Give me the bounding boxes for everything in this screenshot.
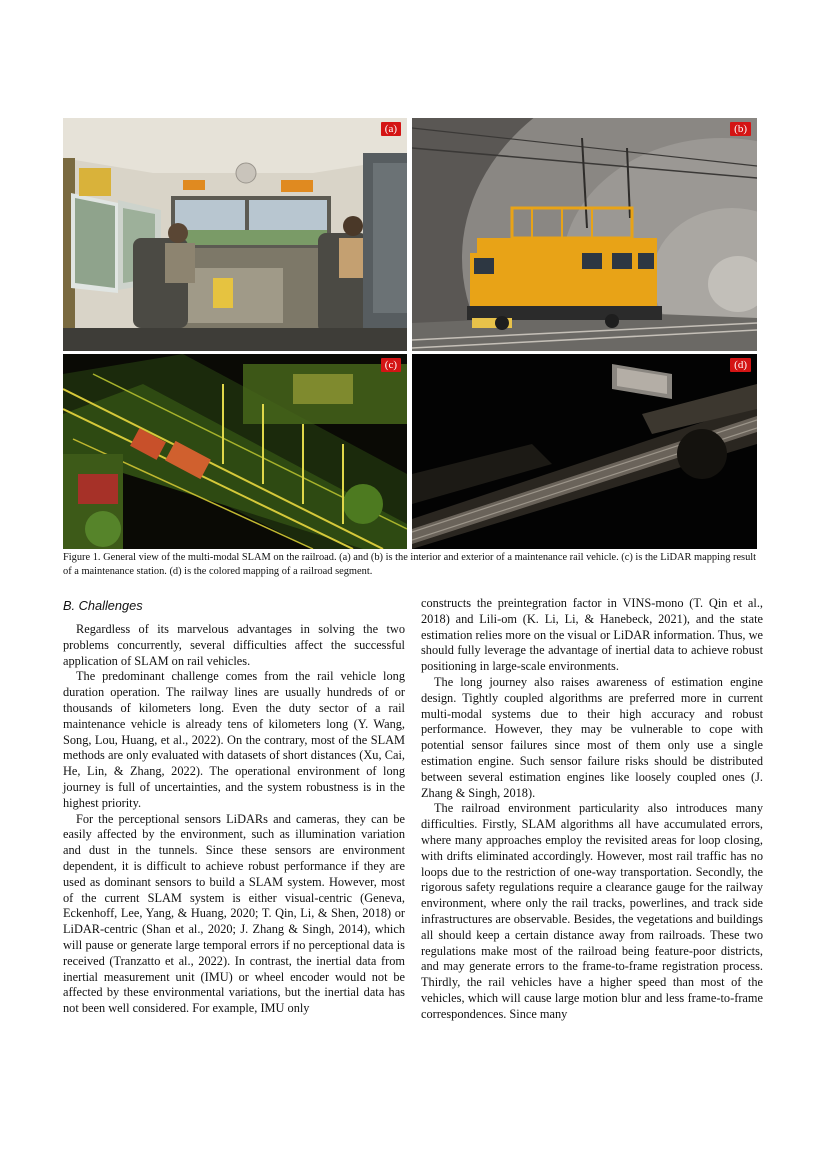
section-title: B. Challenges (63, 598, 143, 613)
figure-caption: Figure 1. General view of the multi-modal SLAM on the railroad. (a) and (b) is the interior and exterior of a maintenance rail vehicle. (c) is the LiDAR mapping result of a maintenance station. (d) is the colored mapping of a railroad segment. (63, 552, 757, 577)
paragraph: Regardless of its marvelous advantages in solving the two problems concurrently, several difficulties affect the successful application of SLAM on rail vehicles. (63, 622, 405, 668)
figure-1 (63, 118, 757, 549)
paragraph: The railroad environment particularity also introduces many difficulties. Firstly, SLAM algorithms all have accumulated errors, where many approaches employ the revisited areas for loop closing, with drifts eliminated accordingly. However, most rail traffic has no loops due to the restriction of one-way transportation. Secondly, the rigorous safety regulations require a clearance gauge for the railway environment, where only the rail tracks, powerlines, and track side infrastructures are observable. Besides, the vegetations and buildings all should keep a certain distance away from railroads. These two regulations make most of the railroad being feature-poor districts, and may generate errors to the frame-to-frame registration process. Thirdly, the rail vehicles have a higher speed than most of the vehicles, which will cause large motion blur and less frame-to-frame correspondences. Since many (421, 801, 763, 1021)
panel-b-label: (b) (730, 122, 751, 136)
vehicle-tunnel-image (412, 118, 757, 351)
panel-a-cab-interior (63, 118, 407, 351)
panel-a-label: (a) (381, 122, 401, 136)
lidar-station-map-image (63, 354, 407, 549)
panel-d-label: (d) (730, 358, 751, 372)
panel-b-vehicle-exterior (412, 118, 757, 351)
paragraph: The long journey also raises awareness of estimation engine design. Tightly coupled algorithms are preferred more in current multi-modal systems due to their high accuracy and robust performance. However, they may be vulnerable to cope with potential sensor failures since most of them only use a single estimation engine. Such sensor failure risks should be distributed between several estimation engines like loosely coupled ones (J. Zhang & Singh, 2018). (421, 674, 763, 800)
colored-railroad-map-image (412, 354, 757, 549)
left-column (63, 598, 405, 1017)
paragraph: For the perceptional sensors LiDARs and cameras, they can be easily affected by the environment, such as illumination variation and dust in the tunnels. Since these sensors are environment dependent, it is difficult to achieve robust performance if they are used as dominant sensors to build a SLAM system. However, most of the current SLAM system is either visual-centric (Geneva, Eckenhoff, Lee, Yang, & Huang, 2020; T. Qin, Li, & Shen, 2018) or LiDAR-centric (Shan et al., 2020; J. Zhang & Singh, 2014), which will pause or generate large temporal errors if no perceptional data is received (Tranzatto et al., 2022). In contrast, the inertial data from inertial measurement unit (IMU) or wheel encoder would not be affected by these environmental variations, but the inertial data has not been well considered. For example, IMU only (63, 811, 405, 1016)
panel-c-lidar-map (63, 354, 407, 549)
panel-d-colored-map (412, 354, 757, 549)
paragraph: The predominant challenge comes from the rail vehicle long duration operation. The railway lines are usually hundreds of or thousands of kilometers long. Even the duty sector of a rail maintenance vehicle is already tens of kilometers long (Y. Wang, Song, Lou, Huang, et al., 2022). On the contrary, most of the SLAM methods are only evaluated with datasets of short distances (Xu, Cai, He, Lin, & Zhang, 2022). The operational environment of long journey is full of uncertainties, and the system robustness is in the highest priority. (63, 669, 405, 810)
paragraph-continued: constructs the preintegration factor in VINS-mono (T. Qin et al., 2018) and Lili-om (K. Li, Li, & Hanebeck, 2021), and the state estimation relies more on the visual or LiDAR information. Thus, we should fully leverage the advantage of inertial data to achieve robust positioning in large-scale environments. (421, 596, 763, 674)
cab-interior-image (63, 118, 407, 351)
right-column (421, 596, 763, 1023)
panel-c-label: (c) (381, 358, 401, 372)
